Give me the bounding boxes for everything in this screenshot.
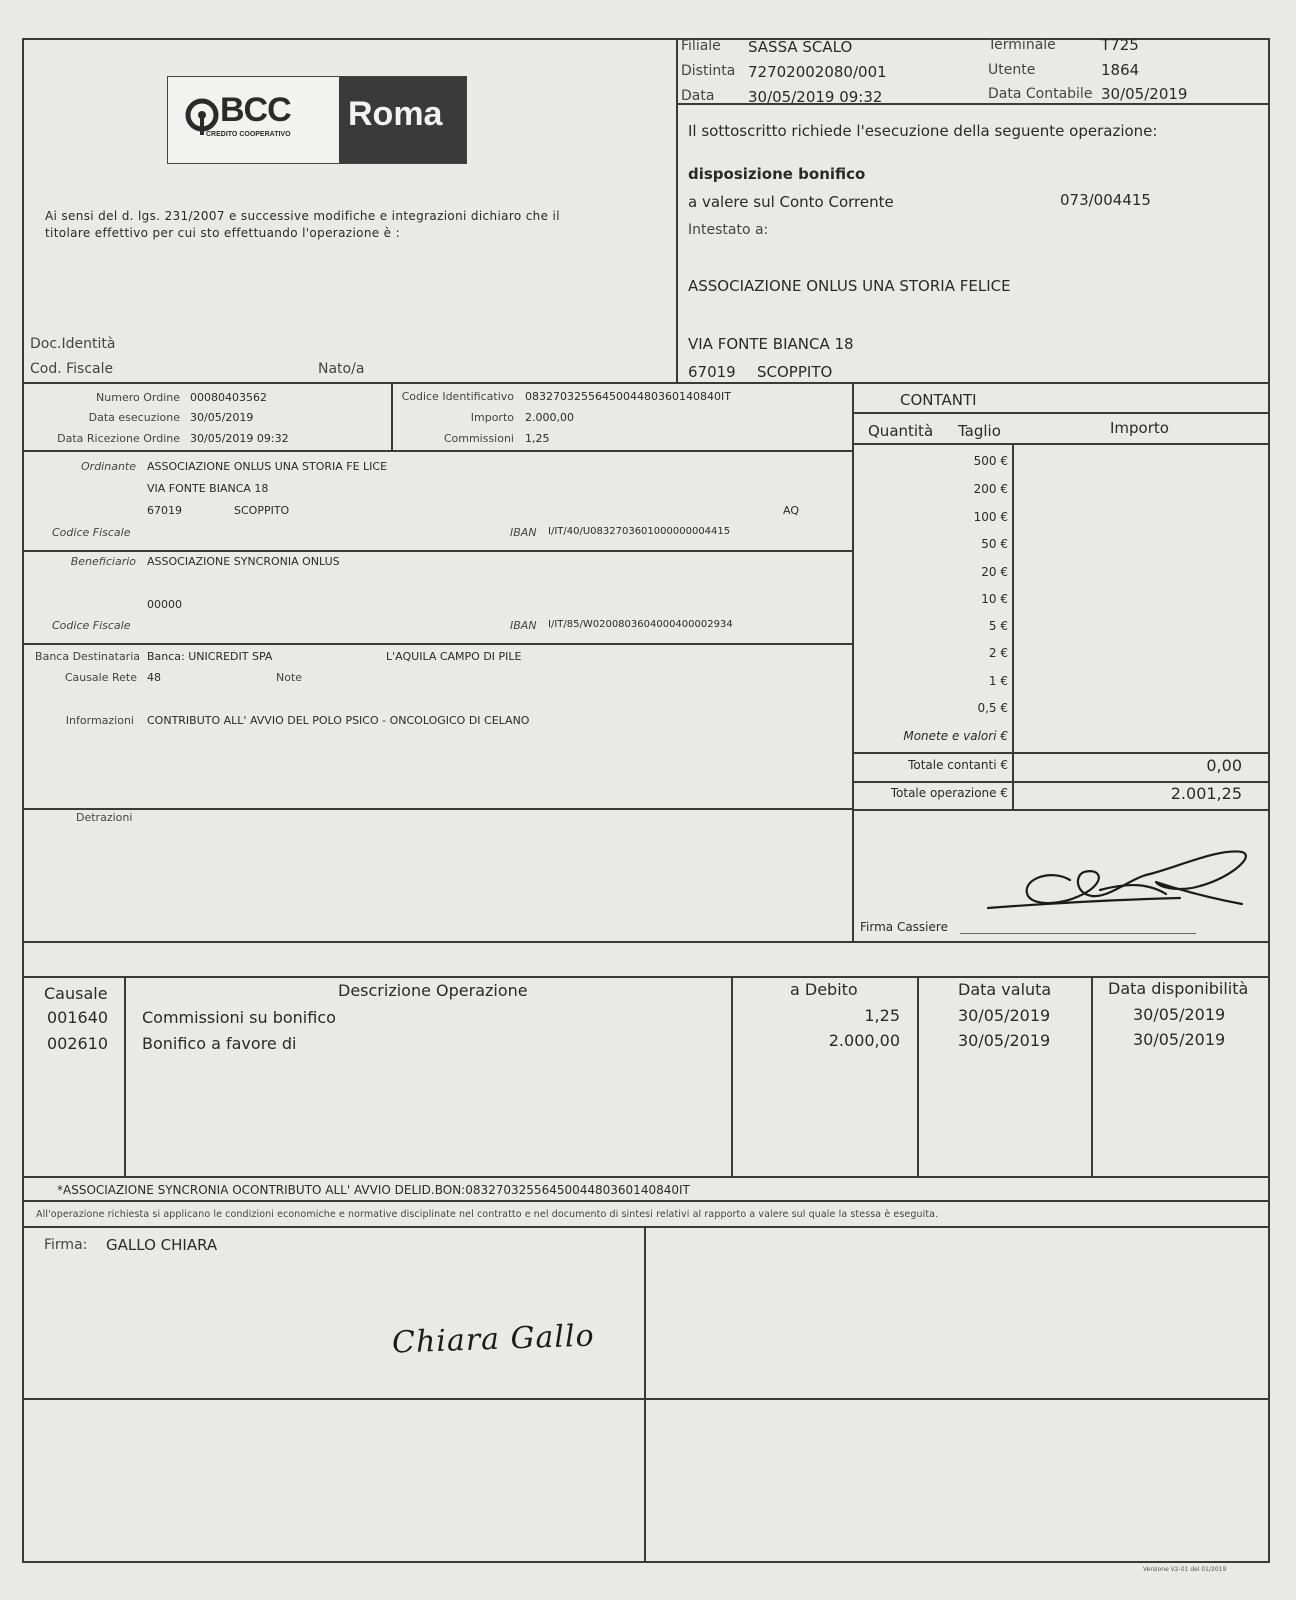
taglio-50: 50 €	[981, 537, 1008, 551]
data-contabile-label: Data Contabile	[988, 86, 1093, 102]
totale-operazione-label: Totale operazione €	[890, 786, 1008, 800]
note-label: Note	[276, 671, 303, 684]
version-footer: Versione V2-01 del 01/2019	[1143, 1566, 1227, 1573]
banca-destinataria-value: Banca: UNICREDIT SPA	[147, 650, 273, 663]
operation-note: *ASSOCIAZIONE SYNCRONIA OCONTRIBUTO ALL' AVVIO DELID.BON:0832703255645004480360140840IT	[57, 1183, 690, 1197]
beneficiario-label: Beneficiario	[70, 555, 136, 568]
row-1-descr: Commissioni su bonifico	[142, 1008, 336, 1027]
intestatario-indirizzo: VIA FONTE BIANCA 18	[688, 335, 854, 353]
row-2-descr: Bonifico a favore di	[142, 1034, 297, 1053]
bank-logo	[167, 76, 467, 164]
declaration-line-2: titolare effettivo per cui sto effettuando l'operazione è :	[45, 226, 400, 240]
ordinante-via: VIA FONTE BIANCA 18	[147, 482, 269, 495]
filiale-value: SASSA SCALO	[748, 38, 853, 56]
taglio-1: 1 €	[988, 674, 1008, 688]
ordinante-cap: 67019	[147, 504, 182, 517]
nato-label: Nato/a	[318, 361, 365, 377]
intestato-label: Intestato a:	[688, 222, 769, 238]
detrazioni-label: Detrazioni	[76, 811, 133, 824]
firma-label: Firma:	[44, 1237, 88, 1253]
row-2-causale: 002610	[47, 1034, 109, 1053]
data-label: Data	[681, 88, 715, 104]
totale-operazione-value: 2.001,25	[1170, 784, 1242, 803]
data-disponibilita-header: Data disponibilità	[1108, 979, 1249, 998]
utente-label: Utente	[988, 62, 1036, 78]
row-2-disp: 30/05/2019	[1133, 1030, 1226, 1049]
firma-cassiere-label: Firma Cassiere	[860, 920, 948, 934]
logo-bcc-text: BCC	[220, 91, 291, 129]
data-value: 30/05/2019 09:32	[748, 88, 883, 106]
banca-destinataria-label: Banca Destinataria	[35, 650, 140, 663]
row-2-valuta: 30/05/2019	[958, 1031, 1051, 1050]
firma-name: GALLO CHIARA	[106, 1236, 218, 1254]
terminale-value: T725	[1101, 36, 1139, 54]
distinta-value: 72702002080/001	[748, 63, 887, 81]
taglio-0-5: 0,5 €	[977, 701, 1008, 715]
data-esecuzione-label: Data esecuzione	[88, 411, 180, 424]
beneficiario-iban: I/IT/85/W0200803604000400002934	[548, 619, 733, 630]
conto-label: a valere sul Conto Corrente	[688, 193, 894, 211]
ordinante-label: Ordinante	[81, 460, 136, 473]
logo-roma-text: Roma	[348, 95, 443, 133]
commissioni-label: Commissioni	[443, 432, 514, 445]
ordinante-prov: AQ	[783, 504, 799, 517]
causale-header: Causale	[44, 984, 108, 1003]
beneficiario-cf-label: Codice Fiscale	[52, 619, 131, 632]
beneficiario-cap: 00000	[147, 598, 182, 611]
quantita-header: Quantità	[868, 422, 934, 440]
data-valuta-header: Data valuta	[958, 980, 1052, 999]
data-contabile-value: 30/05/2019	[1101, 85, 1188, 103]
row-1-causale: 001640	[47, 1008, 109, 1027]
codice-identificativo-label: Codice Identificativo	[401, 390, 514, 403]
taglio-20: 20 €	[981, 565, 1008, 579]
debito-header: a Debito	[790, 980, 858, 999]
declaration-line-1: Ai sensi del d. lgs. 231/2007 e successive modifiche e integrazioni dichiaro che il	[45, 209, 560, 223]
intestatario: ASSOCIAZIONE ONLUS UNA STORIA FELICE	[688, 277, 1011, 295]
numero-ordine-label: Numero Ordine	[96, 391, 180, 404]
data-ricezione-label: Data Ricezione Ordine	[57, 432, 180, 445]
cashier-signature	[980, 838, 1260, 918]
ordinante-nome: ASSOCIAZIONE ONLUS UNA STORIA FE LICE	[147, 460, 388, 473]
informazioni-value: CONTRIBUTO ALL' AVVIO DEL POLO PSICO - ONCOLOGICO DI CELANO	[147, 714, 530, 727]
ordinante-citta: SCOPPITO	[234, 504, 290, 517]
cod-fiscale-label: Cod. Fiscale	[30, 361, 114, 377]
logo-sub-text: CREDITO COOPERATIVO	[206, 131, 291, 138]
taglio-200: 200 €	[973, 482, 1008, 496]
importo-header: Importo	[1110, 419, 1169, 437]
beneficiario-nome: ASSOCIAZIONE SYNCRONIA ONLUS	[147, 555, 340, 568]
data-ricezione-value: 30/05/2019 09:32	[190, 432, 289, 445]
ordinante-iban-label: IBAN	[510, 526, 537, 539]
codice-identificativo-value: 0832703255645004480360140840IT	[525, 390, 731, 403]
descrizione-header: Descrizione Operazione	[338, 981, 528, 1000]
request-intro: Il sottoscritto richiede l'esecuzione della seguente operazione:	[688, 122, 1158, 140]
taglio-10: 10 €	[981, 592, 1008, 606]
banca-filiale: L'AQUILA CAMPO DI PILE	[386, 650, 522, 663]
numero-ordine-value: 00080403562	[190, 391, 267, 404]
data-esecuzione-value: 30/05/2019	[190, 411, 254, 424]
utente-value: 1864	[1101, 61, 1140, 79]
taglio-5: 5 €	[988, 619, 1008, 633]
importo-label: Importo	[470, 411, 514, 424]
doc-identita-label: Doc.Identità	[30, 336, 116, 352]
taglio-500: 500 €	[973, 454, 1008, 468]
taglio-header: Taglio	[958, 422, 1001, 440]
client-signature: Chiara Gallo	[391, 1318, 596, 1361]
commissioni-value: 1,25	[525, 432, 550, 445]
taglio-100: 100 €	[973, 510, 1008, 524]
intestatario-cap: 67019	[688, 363, 736, 381]
informazioni-label: Informazioni	[65, 714, 134, 727]
causale-rete-value: 48	[147, 671, 161, 684]
importo-value: 2.000,00	[525, 411, 574, 424]
totale-contanti-value: 0,00	[1206, 756, 1242, 775]
totale-contanti-label: Totale contanti €	[908, 758, 1008, 772]
taglio-2: 2 €	[988, 646, 1008, 660]
intestatario-citta: SCOPPITO	[757, 363, 833, 381]
row-2-debito: 2.000,00	[828, 1031, 900, 1050]
distinta-label: Distinta	[681, 63, 736, 79]
terminale-label: Terminale	[988, 37, 1056, 53]
taglio-monete: Monete e valori €	[903, 729, 1008, 743]
row-1-debito: 1,25	[864, 1006, 900, 1025]
conto-value: 073/004415	[1060, 191, 1151, 209]
ordinante-cf-label: Codice Fiscale	[52, 526, 131, 539]
operation-type: disposizione bonifico	[688, 165, 866, 183]
row-1-valuta: 30/05/2019	[958, 1006, 1051, 1025]
contanti-title: CONTANTI	[900, 391, 977, 409]
row-1-disp: 30/05/2019	[1133, 1005, 1226, 1024]
beneficiario-iban-label: IBAN	[510, 619, 537, 632]
ordinante-iban: I/IT/40/U0832703601000000004415	[548, 526, 731, 537]
disclaimer: All'operazione richiesta si applicano le condizioni economiche e normative disciplinate nel contratto e nel documento di sintesi relativi al rapporto a valere sul quale la stessa è eseguita.	[36, 1209, 939, 1220]
filiale-label: Filiale	[681, 38, 721, 54]
causale-rete-label: Causale Rete	[64, 671, 137, 684]
